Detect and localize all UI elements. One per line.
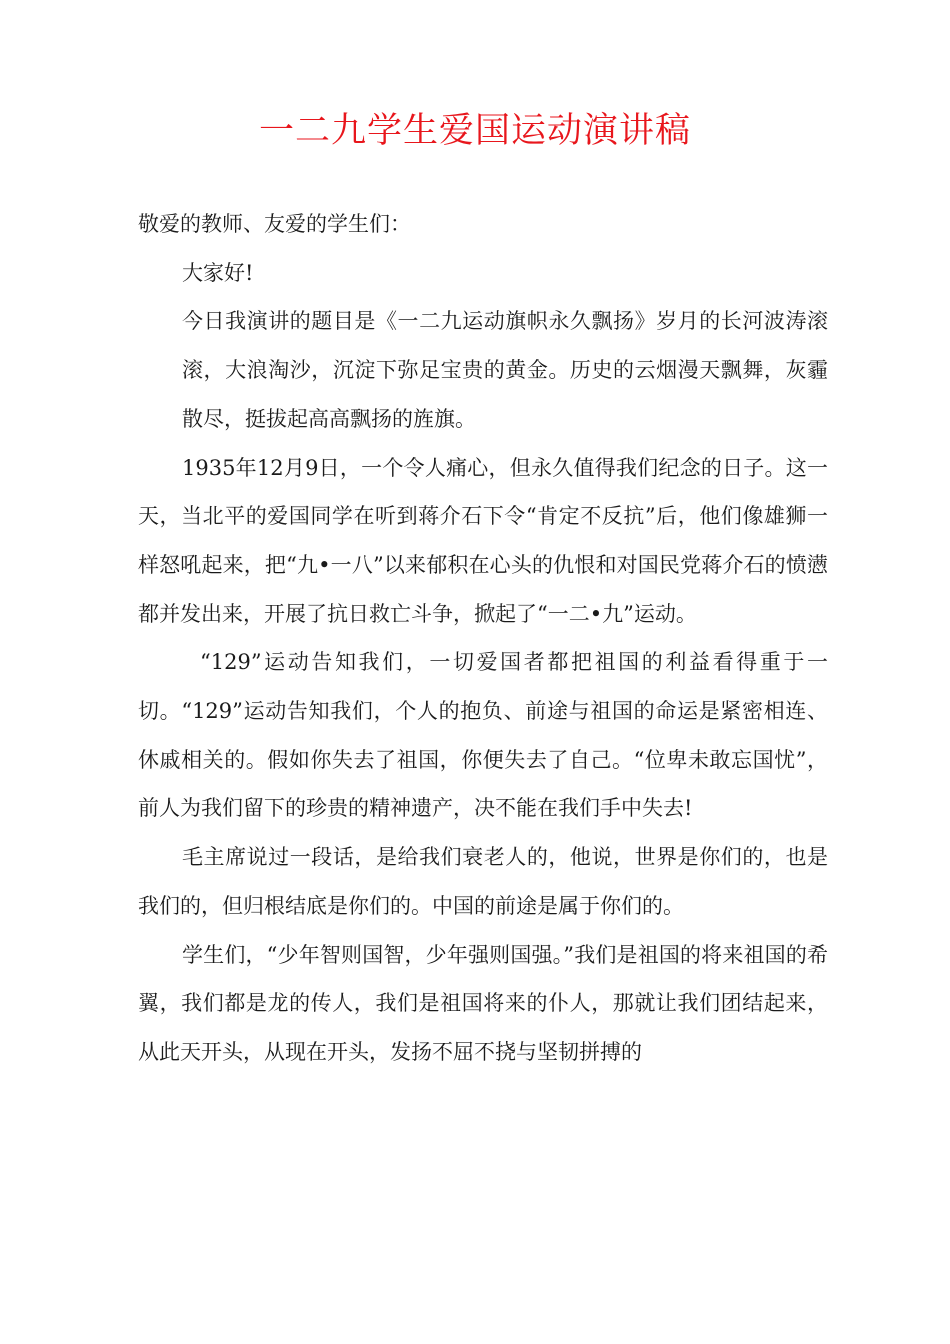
document-title: 一二九学生爱国运动演讲稿: [258, 111, 691, 151]
paragraph-2: 1935年12月9日，一个令人痛心，但永久值得我们纪念的日子。这一天，当北平的爱国同学在听到蒋介石下令“肯定不反抗”后，他们像雄狮一样怒吼起来，把“九•一八”以来郁积在心头的仇恨和对国民党蒋介石的愤懑都并发出来，开展了抗日救亡斗争，掀起了“一二•九”运动。: [138, 455, 828, 626]
paragraph-5: 学生们，“少年智则国智，少年强则国强。”我们是祖国的将来祖国的希翼，我们都是龙的传人，我们是祖国将来的仆人，那就让我们团结起来，从此天开头，从现在开头，发扬不屈不挠与坚韧拼搏的: [138, 942, 828, 1064]
salutation: 敬爱的教师、友爱的学生们：: [138, 212, 411, 236]
paragraph-3: “129”运动告知我们，一切爱国者都把祖国的利益看得重于一切。“129”运动告知我们，个人的抱负、前途与祖国的命运是紧密相连、休戚相关的。假如你失去了祖国，你便失去了自己。“位卑未敢忘国忧”，前人为我们留下的珍贵的精神遗产，决不能在我们手中失去!: [138, 650, 828, 821]
paragraph-1: 今日我演讲的题目是《一二九运动旗帜永久飘扬》岁月的长河波涛滚滚，大浪淘沙，沉淀下弥足宝贵的黄金。历史的云烟漫天飘舞，灰霾散尽，挺拔起高高飘扬的旌旗。: [182, 309, 828, 431]
document-body: [138, 200, 828, 1077]
paragraph-4: 毛主席说过一段话，是给我们衰老人的，他说，世界是你们的，也是我们的，但归根结底是你们的。中国的前途是属于你们的。: [138, 845, 828, 918]
greeting: 大家好!: [182, 260, 254, 285]
